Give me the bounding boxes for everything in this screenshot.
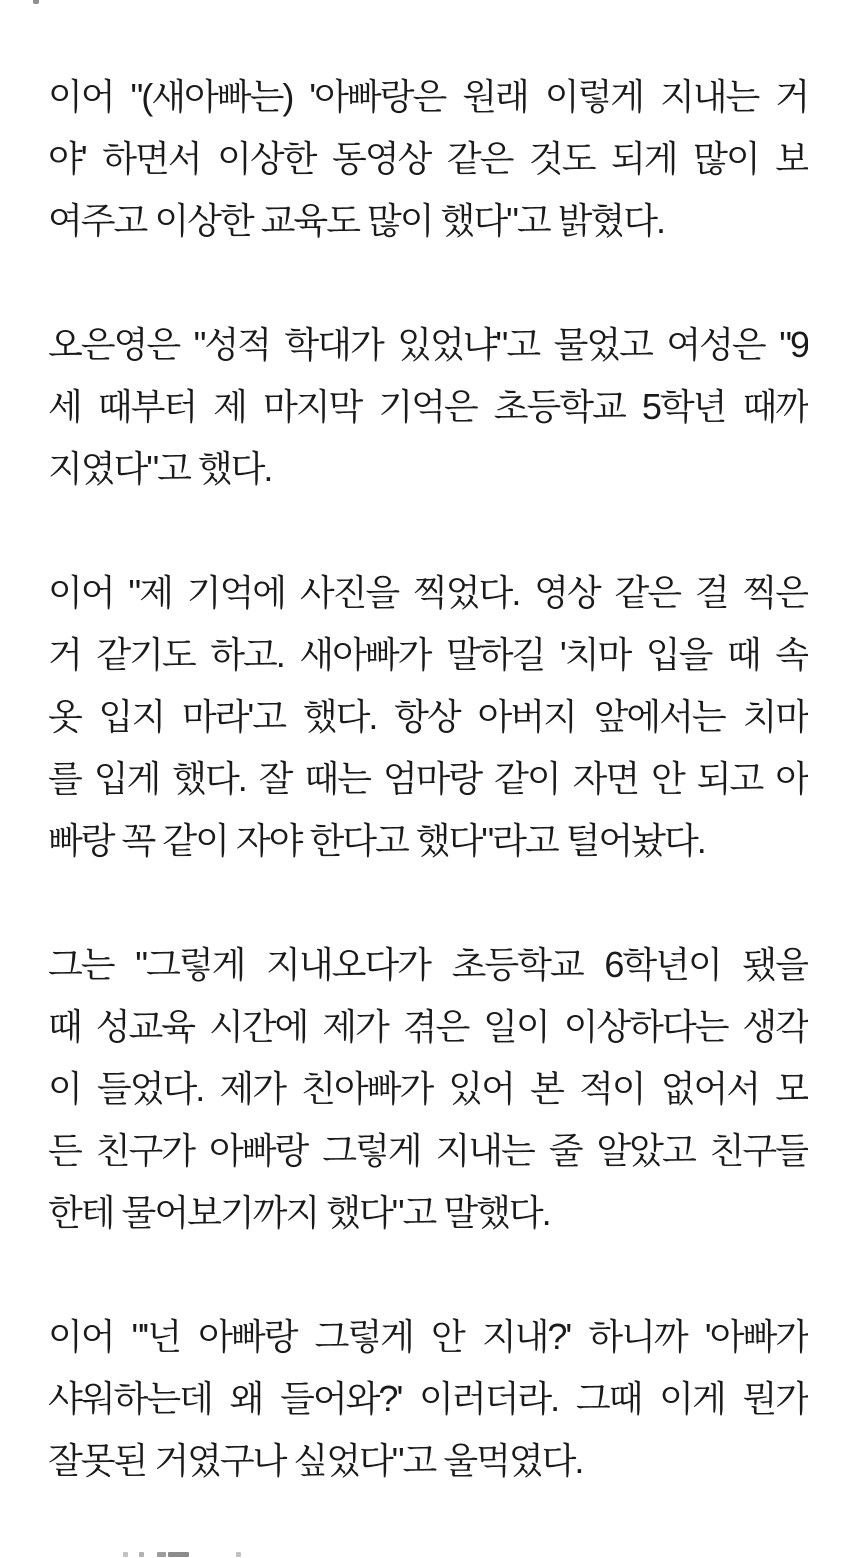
text-line: 이어 "'넌 아빠랑 그렇게 안 지내?' 하니까 '아빠가 [48,1316,808,1357]
paragraph-2 [48,314,808,500]
paragraph-3 [48,562,808,872]
clipped-text-bottom [0,1551,850,1558]
text-fragment [236,1552,241,1557]
text-line: 한테 물어보기까지 했다"고 말했다. [48,1192,550,1233]
clipped-text-top [33,0,39,4]
text-line: 그는 "그렇게 지내오다가 초등학교 6학년이 됐을 [48,944,808,985]
text-line: 세 때부터 제 마지막 기억은 초등학교 5학년 때까 [48,386,808,427]
text-fragment [168,1552,189,1557]
text-line: 를 입게 했다. 잘 때는 엄마랑 같이 자면 안 되고 아 [48,758,808,799]
text-line: 이어 "(새아빠는) '아빠랑은 원래 이렇게 지내는 거 [48,76,808,117]
text-line: 옷 입지 마라'고 했다. 항상 아버지 앞에서는 치마 [48,696,808,737]
article-body [48,66,808,1492]
text-line: 오은영은 "성적 학대가 있었냐"고 물었고 여성은 "9 [48,324,808,365]
text-fragment [123,1552,128,1557]
text-line: 여주고 이상한 교육도 많이 했다"고 밝혔다. [48,200,664,241]
paragraph-5 [48,1306,808,1492]
text-line: 야' 하면서 이상한 동영상 같은 것도 되게 많이 보 [48,138,808,179]
text-line: 거 같기도 하고. 새아빠가 말하길 '치마 입을 때 속 [48,634,808,675]
text-fragment [157,1552,166,1557]
text-fragment [139,1552,144,1557]
text-line: 샤워하는데 왜 들어와?' 이러더라. 그때 이게 뭔가 [48,1378,808,1419]
text-line: 빠랑 꼭 같이 자야 한다고 했다"라고 털어놨다. [48,820,705,861]
text-line: 지였다"고 했다. [48,448,272,489]
text-line: 때 성교육 시간에 제가 겪은 일이 이상하다는 생각 [48,1006,808,1047]
text-line: 이어 "제 기억에 사진을 찍었다. 영상 같은 걸 찍은 [48,572,808,613]
text-line: 이 들었다. 제가 친아빠가 있어 본 적이 없어서 모 [48,1068,808,1109]
text-line: 든 친구가 아빠랑 그렇게 지내는 줄 알았고 친구들 [48,1130,808,1171]
paragraph-1 [48,66,808,252]
paragraph-4 [48,934,808,1244]
text-line: 잘못된 거였구나 싶었다"고 울먹였다. [48,1440,583,1481]
